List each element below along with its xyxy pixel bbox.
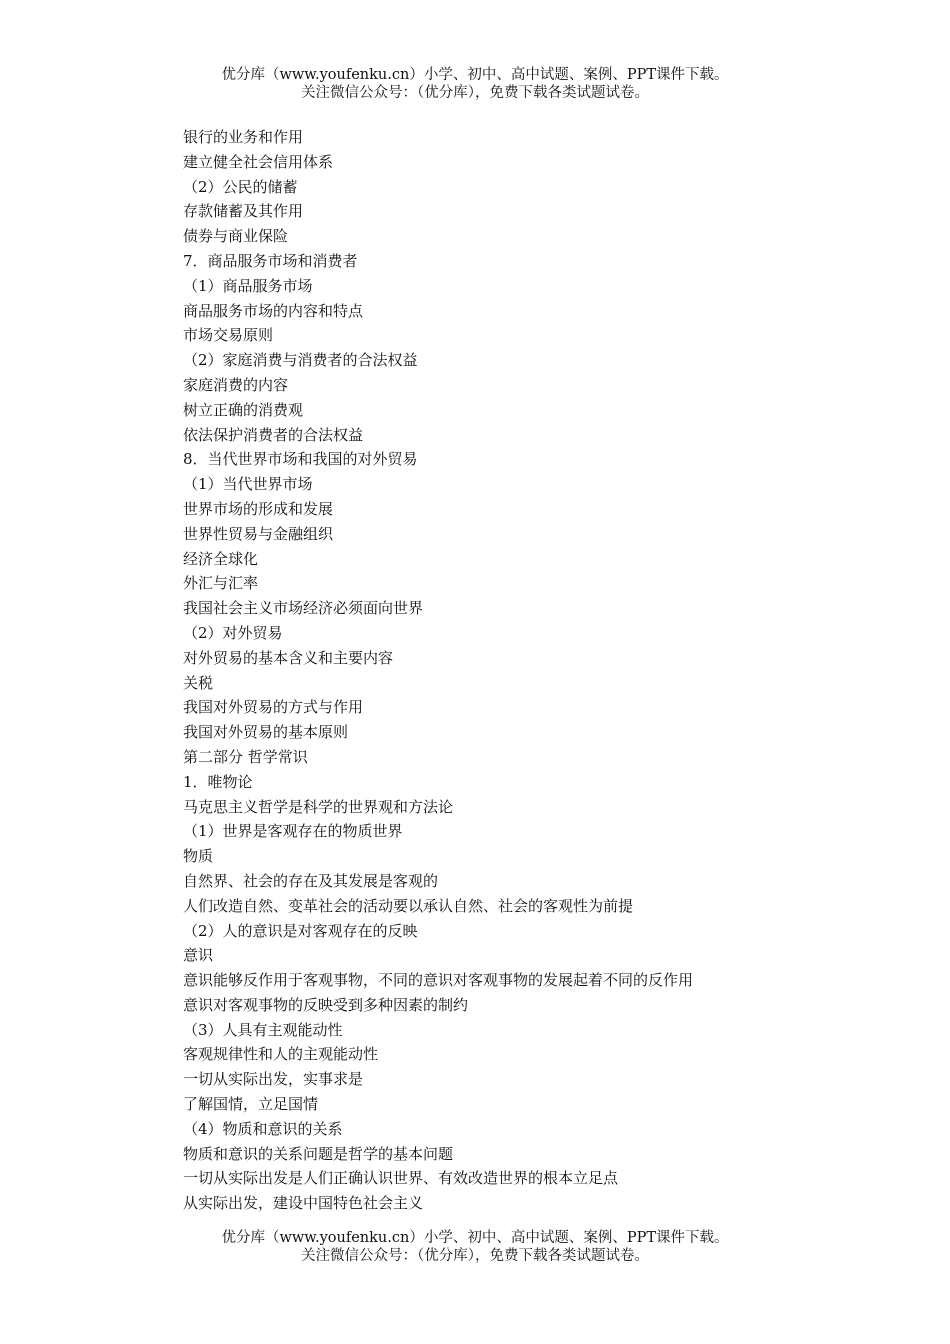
body-line: 我国社会主义市场经济必须面向世界 xyxy=(183,599,424,618)
body-line: 自然界、社会的存在及其发展是客观的 xyxy=(183,871,439,890)
body-line: 世界性贸易与金融组织 xyxy=(183,524,334,543)
body-line: 意识对客观事物的反映受到多种因素的制约 xyxy=(183,995,469,1014)
body-line: 关税 xyxy=(183,673,214,692)
body-line: 物质 xyxy=(183,847,214,866)
footer-line-2: 关注微信公众号：（优分库），免费下载各类试题试卷。 xyxy=(301,1248,649,1264)
body-line: 人们改造自然、变革社会的活动要以承认自然、社会的客观性为前提 xyxy=(183,896,634,915)
body-line: （2）人的意识是对客观存在的反映 xyxy=(183,921,418,940)
body-line: 商品服务市场的内容和特点 xyxy=(183,301,364,320)
body-line: （3）人具有主观能动性 xyxy=(183,1020,343,1039)
body-line: 一切从实际出发，实事求是 xyxy=(183,1070,364,1089)
body-line: （1）世界是客观存在的物质世界 xyxy=(183,822,403,841)
body-line: 物质和意识的关系问题是哲学的基本问题 xyxy=(183,1144,454,1163)
body-line: 我国对外贸易的基本原则 xyxy=(183,723,349,742)
body-line: 经济全球化 xyxy=(183,549,259,568)
body-line: 客观规律性和人的主观能动性 xyxy=(183,1045,379,1064)
body-line: 家庭消费的内容 xyxy=(183,375,289,394)
body-line: 意识能够反作用于客观事物，不同的意识对客观事物的发展起着不同的反作用 xyxy=(183,971,694,990)
body-line: 存款储蓄及其作用 xyxy=(183,202,304,221)
body-line: （2）对外贸易 xyxy=(183,623,283,642)
body-line: （1）当代世界市场 xyxy=(183,475,313,494)
body-line: （1）商品服务市场 xyxy=(183,276,313,295)
body-line: 依法保护消费者的合法权益 xyxy=(183,425,364,444)
body-line: 从实际出发，建设中国特色社会主义 xyxy=(183,1194,424,1213)
page-header xyxy=(0,66,950,102)
document-body xyxy=(183,125,823,1216)
header-line-2: 关注微信公众号：（优分库），免费下载各类试题试卷。 xyxy=(301,85,649,101)
body-line: 第二部分 哲学常识 xyxy=(183,747,308,766)
body-line: 市场交易原则 xyxy=(183,326,274,345)
body-line: （4）物质和意识的关系 xyxy=(183,1119,343,1138)
body-line: 建立健全社会信用体系 xyxy=(183,152,334,171)
body-line: 了解国情，立足国情 xyxy=(183,1095,319,1114)
body-line: 我国对外贸易的方式与作用 xyxy=(183,698,364,717)
page-footer xyxy=(0,1229,950,1265)
body-line: 1．唯物论 xyxy=(183,772,253,791)
header-line-1: 优分库（www.youfenku.cn）小学、初中、高中试题、案例、PPT课件下载。 xyxy=(221,67,729,83)
body-line: （2）公民的储蓄 xyxy=(183,177,298,196)
body-line: 8．当代世界市场和我国的对外贸易 xyxy=(183,450,418,469)
body-line: 一切从实际出发是人们正确认识世界、有效改造世界的根本立足点 xyxy=(183,1169,619,1188)
body-line: 世界市场的形成和发展 xyxy=(183,499,334,518)
body-line: 意识 xyxy=(183,946,214,965)
body-line: 外汇与汇率 xyxy=(183,574,259,593)
body-line: 树立正确的消费观 xyxy=(183,400,304,419)
body-line: 债券与商业保险 xyxy=(183,227,289,246)
body-line: 马克思主义哲学是科学的世界观和方法论 xyxy=(183,797,454,816)
body-line: （2）家庭消费与消费者的合法权益 xyxy=(183,351,418,370)
body-line: 银行的业务和作用 xyxy=(183,128,304,146)
footer-line-1: 优分库（www.youfenku.cn）小学、初中、高中试题、案例、PPT课件下载。 xyxy=(221,1230,729,1246)
body-line: 7．商品服务市场和消费者 xyxy=(183,251,358,270)
body-line: 对外贸易的基本含义和主要内容 xyxy=(183,648,394,667)
